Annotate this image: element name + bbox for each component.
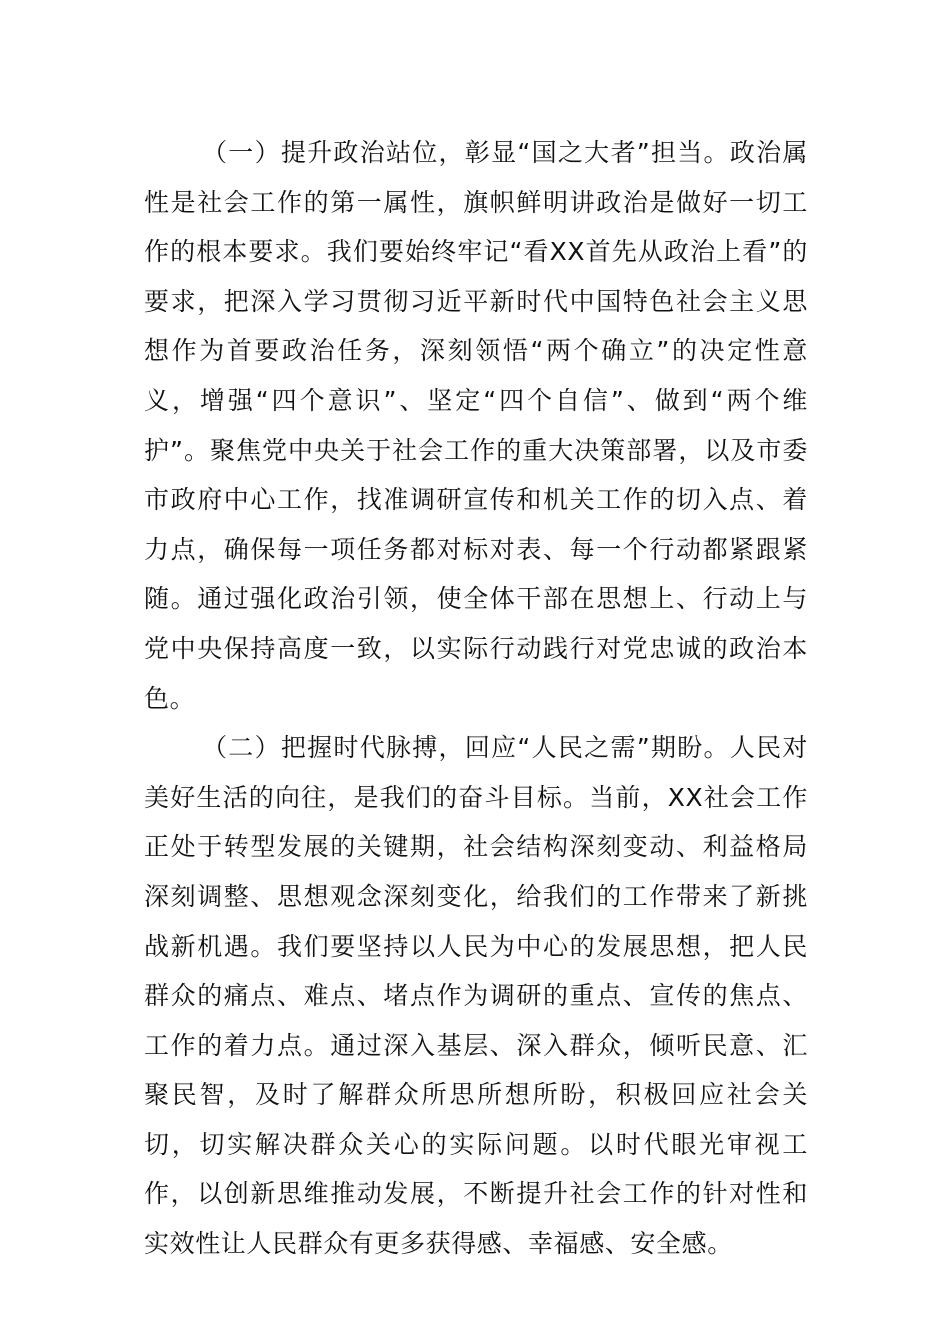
- paragraph-political-stance: （一）提升政治站位，彰显“国之大者”担当。政治属性是社会工作的第一属性，旗帜鲜明讲政治是做好一切工作的根本要求。我们要始终牢记“看XX首先从政治上看”的要求，把深入学习贯彻习近平新时代中国特色社会主义思想作为首要政治任务，深刻领悟“两个确立”的决定性意义，增强“四个意识”、坚定“四个自信”、做到“两个维护”。聚焦党中央关于社会工作的重大决策部署，以及市委市政府中心工作，找准调研宣传和机关工作的切入点、着力点，确保每一项任务都对标对表、每一个行动都紧跟紧随。通过强化政治引领，使全体干部在思想上、行动上与党中央保持高度一致，以实际行动践行对党忠诚的政治本色。: [144, 138, 808, 713]
- document-body: [144, 128, 808, 1269]
- paragraph-people-needs: （二）把握时代脉搏，回应“人民之需”期盼。人民对美好生活的向往，是我们的奋斗目标。当前，XX社会工作正处于转型发展的关键期，社会结构深刻变动、利益格局深刻调整、思想观念深刻变化，给我们的工作带来了新挑战新机遇。我们要坚持以人民为中心的发展思想，把人民群众的痛点、难点、堵点作为调研的重点、宣传的焦点、工作的着力点。通过深入基层、深入群众，倾听民意、汇聚民智，及时了解群众所思所想所盼，积极回应社会关切，切实解决群众关心的实际问题。以时代眼光审视工作，以创新思维推动发展，不断提升社会工作的针对性和实效性让人民群众有更多获得感、幸福感、安全感。: [144, 733, 808, 1259]
